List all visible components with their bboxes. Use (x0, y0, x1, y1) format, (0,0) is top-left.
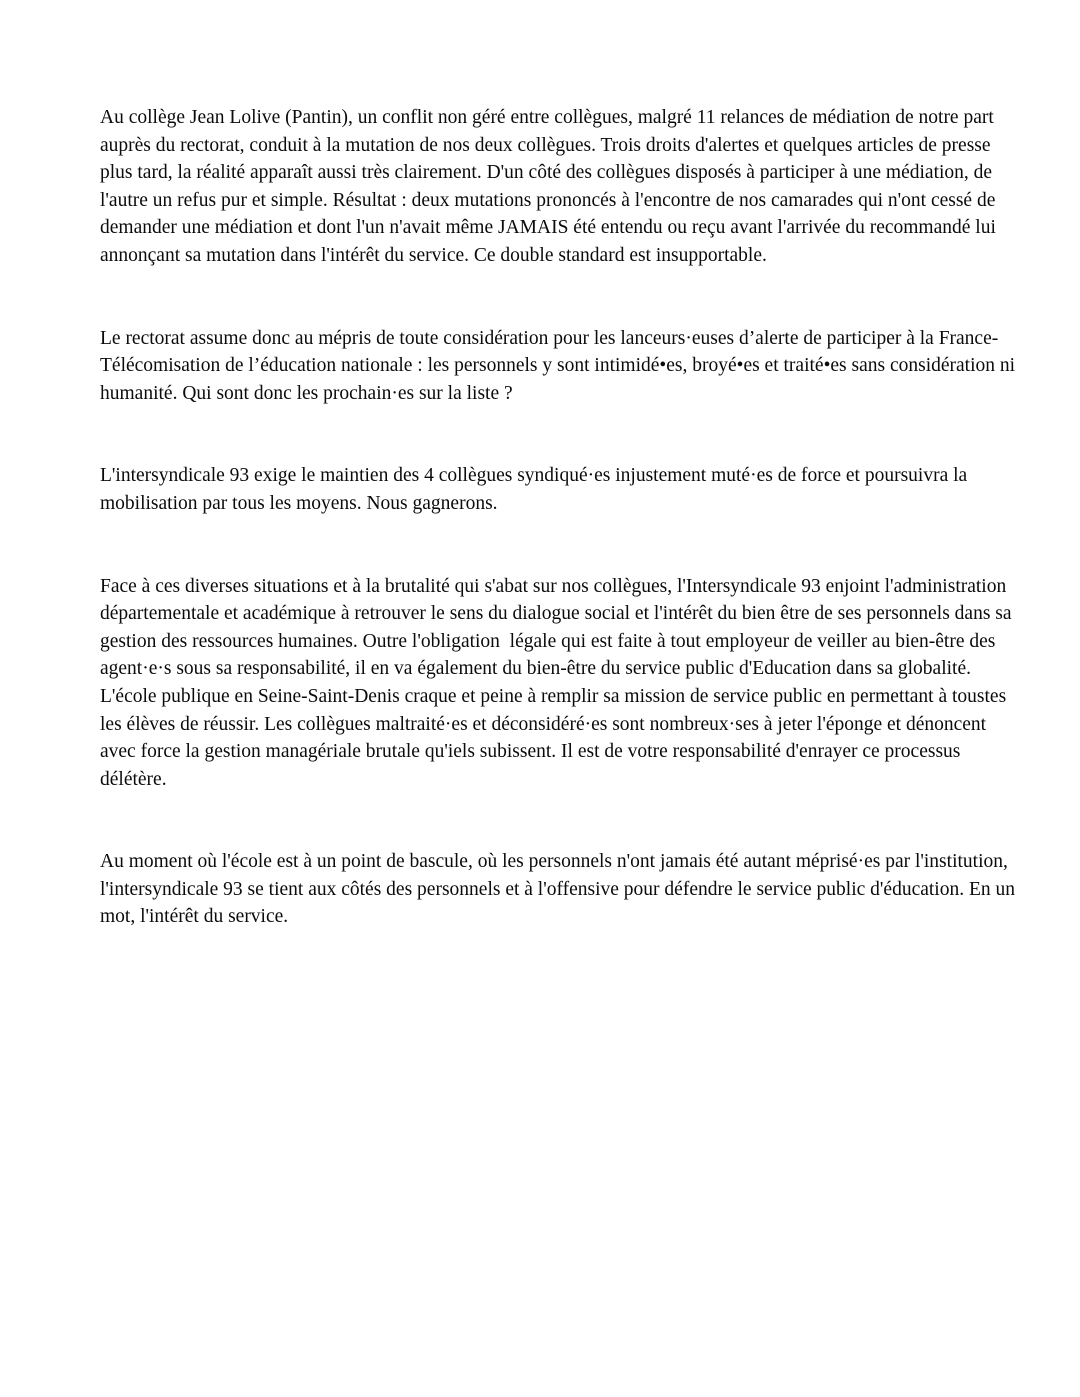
document-body (100, 104, 1024, 931)
paragraph-4: Face à ces diverses situations et à la brutalité qui s'abat sur nos collègues, l'Intersyndicale 93 enjoint l'administration départementale et académique à retrouver le sens du dialogue social et l'intérêt du bien être de ses personnels dans sa gestion des ressources humaines. Outre l'obligation légale qui est faite à tout employeur de veiller au bien-être des agent·e·s sous sa responsabilité, il en va également du bien-être du service public d'Education dans sa globalité. L'école publique en Seine-Saint-Denis craque et peine à remplir sa mission de service public en permettant à toustes les élèves de réussir. Les collègues maltraité·es et déconsidéré·es sont nombreux·ses à jeter l'éponge et dénoncent avec force la gestion managériale brutale qu'iels subissent. Il est de votre responsabilité d'enrayer ce processus délétère. (100, 575, 1017, 790)
paragraph-3: L'intersyndicale 93 exige le maintien des 4 collègues syndiqué·es injustement muté·es de force et poursuivra la mobilisation par tous les moyens. Nous gagnerons. (100, 465, 973, 514)
paragraph-1: Au collège Jean Lolive (Pantin), un conflit non géré entre collègues, malgré 11 relances de médiation de notre part auprès du rectorat, conduit à la mutation de nos deux collègues. Trois droits d'alertes et quelques articles de presse plus tard, la réalité apparaît aussi très clairement. D'un côté des collègues disposés à participer à une médiation, de l'autre un refus pur et simple. Résultat : deux mutations prononcés à l'encontre de nos camarades qui n'ont cessé de demander une médiation et dont l'un n'avait même JAMAIS été entendu ou reçu avant l'arrivée du recommandé lui annonçant sa mutation dans l'intérêt du service. Ce double standard est insupportable. (100, 107, 1001, 266)
paragraph-2: Le rectorat assume donc au mépris de toute considération pour les lanceurs·euses d’alerte de participer à la France-Télécomisation de l’éducation nationale : les personnels y sont intimidé•es, broyé•es et traité•es sans considération ni humanité. Qui sont donc les prochain·es sur la liste ? (100, 327, 1020, 404)
paragraph-5: Au moment où l'école est à un point de bascule, où les personnels n'ont jamais été autant méprisé·es par l'institution, l'intersyndicale 93 se tient aux côtés des personnels et à l'offensive pour défendre le service public d'éducation. En un mot, l'intérêt du service. (100, 851, 1020, 928)
